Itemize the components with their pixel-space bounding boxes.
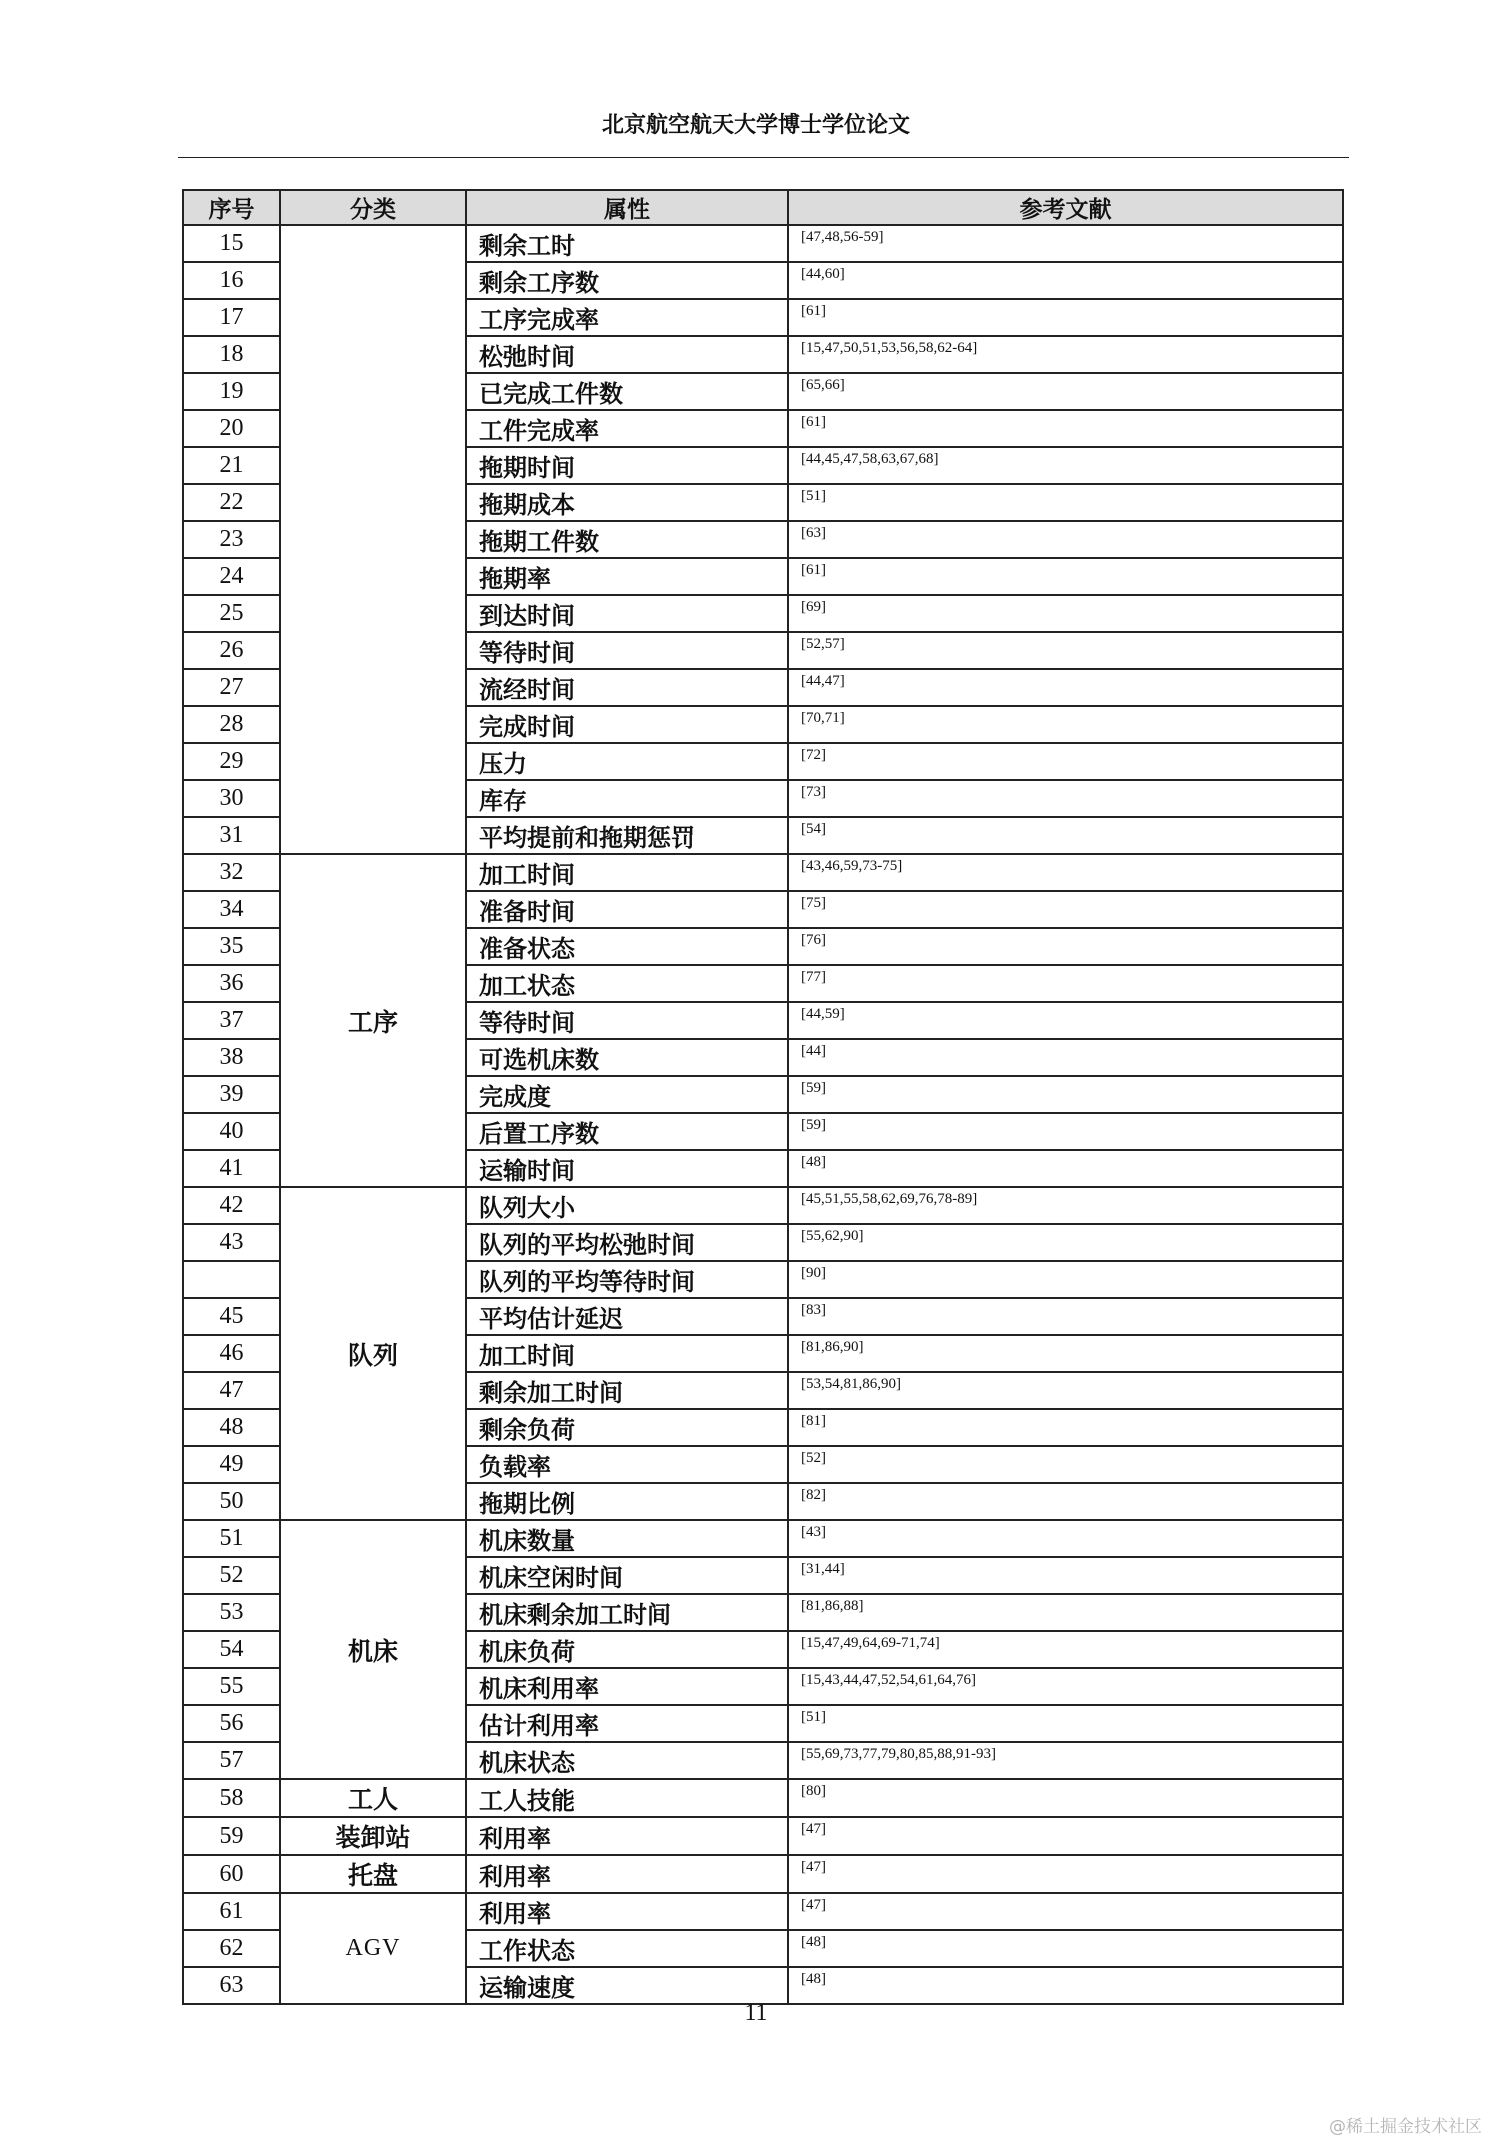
reference-cell: [47] — [788, 1817, 1343, 1855]
attribute-cell: 机床负荷 — [466, 1631, 788, 1668]
row-number: 57 — [183, 1742, 280, 1779]
row-number: 54 — [183, 1631, 280, 1668]
table-row — [183, 1779, 1343, 1817]
attribute-cell: 流经时间 — [466, 669, 788, 706]
table-row — [183, 225, 1343, 262]
reference-cell: [15,47,49,64,69-71,74] — [788, 1631, 1343, 1668]
attribute-cell: 工序完成率 — [466, 299, 788, 336]
page-number: 11 — [744, 2000, 768, 2026]
reference-cell: [77] — [788, 965, 1343, 1002]
attribute-cell: 拖期率 — [466, 558, 788, 595]
attribute-cell: 运输速度 — [466, 1967, 788, 2004]
reference-cell: [73] — [788, 780, 1343, 817]
reference-cell: [15,47,50,51,53,56,58,62-64] — [788, 336, 1343, 373]
reference-cell: [76] — [788, 928, 1343, 965]
attribute-cell: 机床利用率 — [466, 1668, 788, 1705]
table-row — [183, 1893, 1343, 1930]
attribute-cell: 估计利用率 — [466, 1705, 788, 1742]
attribute-cell: 完成时间 — [466, 706, 788, 743]
reference-cell: [44,45,47,58,63,67,68] — [788, 447, 1343, 484]
reference-cell: [81,86,90] — [788, 1335, 1343, 1372]
row-number: 39 — [183, 1076, 280, 1113]
row-number: 47 — [183, 1372, 280, 1409]
attribute-cell: 运输时间 — [466, 1150, 788, 1187]
column-header-attribute: 属性 — [466, 190, 788, 225]
reference-cell: [82] — [788, 1483, 1343, 1520]
row-number: 60 — [183, 1855, 280, 1893]
row-number: 20 — [183, 410, 280, 447]
reference-cell: [65,66] — [788, 373, 1343, 410]
table-row — [183, 854, 1343, 891]
table-header-row — [183, 190, 1343, 225]
attribute-cell: 剩余工序数 — [466, 262, 788, 299]
row-number: 52 — [183, 1557, 280, 1594]
column-header-reference: 参考文献 — [788, 190, 1343, 225]
row-number: 15 — [183, 225, 280, 262]
row-number: 32 — [183, 854, 280, 891]
reference-cell: [52,57] — [788, 632, 1343, 669]
reference-cell: [55,69,73,77,79,80,85,88,91-93] — [788, 1742, 1343, 1779]
attribute-cell: 后置工序数 — [466, 1113, 788, 1150]
attribute-cell: 剩余加工时间 — [466, 1372, 788, 1409]
row-number: 22 — [183, 484, 280, 521]
attribute-cell: 工人技能 — [466, 1779, 788, 1817]
reference-cell: [80] — [788, 1779, 1343, 1817]
category-cell — [280, 225, 466, 854]
attribute-cell: 准备时间 — [466, 891, 788, 928]
reference-cell: [48] — [788, 1150, 1343, 1187]
row-number: 25 — [183, 595, 280, 632]
reference-cell: [61] — [788, 558, 1343, 595]
column-header-no: 序号 — [183, 190, 280, 225]
attribute-cell: 等待时间 — [466, 1002, 788, 1039]
row-number: 48 — [183, 1409, 280, 1446]
column-header-category: 分类 — [280, 190, 466, 225]
attribute-cell: 拖期比例 — [466, 1483, 788, 1520]
row-number: 55 — [183, 1668, 280, 1705]
row-number: 30 — [183, 780, 280, 817]
row-number: 21 — [183, 447, 280, 484]
category-cell: 托盘 — [280, 1855, 466, 1893]
row-number: 58 — [183, 1779, 280, 1817]
reference-cell: [51] — [788, 484, 1343, 521]
reference-cell: [72] — [788, 743, 1343, 780]
table-row — [183, 1817, 1343, 1855]
row-number: 46 — [183, 1335, 280, 1372]
row-number: 31 — [183, 817, 280, 854]
row-number: 18 — [183, 336, 280, 373]
reference-cell: [61] — [788, 299, 1343, 336]
row-number: 28 — [183, 706, 280, 743]
row-number: 43 — [183, 1224, 280, 1261]
category-cell: 工人 — [280, 1779, 466, 1817]
attribute-cell: 平均估计延迟 — [466, 1298, 788, 1335]
reference-cell: [48] — [788, 1930, 1343, 1967]
row-number: 41 — [183, 1150, 280, 1187]
reference-cell: [81] — [788, 1409, 1343, 1446]
reference-cell: [69] — [788, 595, 1343, 632]
reference-cell: [90] — [788, 1261, 1343, 1298]
reference-cell: [61] — [788, 410, 1343, 447]
attribute-cell: 加工状态 — [466, 965, 788, 1002]
attribute-cell: 剩余工时 — [466, 225, 788, 262]
attribute-cell: 队列大小 — [466, 1187, 788, 1224]
reference-cell: [53,54,81,86,90] — [788, 1372, 1343, 1409]
reference-cell: [44,47] — [788, 669, 1343, 706]
table-row — [183, 1520, 1343, 1557]
attribute-cell: 利用率 — [466, 1893, 788, 1930]
row-number: 50 — [183, 1483, 280, 1520]
attribute-cell: 加工时间 — [466, 854, 788, 891]
reference-cell: [51] — [788, 1705, 1343, 1742]
attribute-cell: 库存 — [466, 780, 788, 817]
reference-cell: [43,46,59,73-75] — [788, 854, 1343, 891]
row-number: 56 — [183, 1705, 280, 1742]
attribute-cell: 机床状态 — [466, 1742, 788, 1779]
row-number: 19 — [183, 373, 280, 410]
attribute-cell: 完成度 — [466, 1076, 788, 1113]
reference-cell: [83] — [788, 1298, 1343, 1335]
row-number: 34 — [183, 891, 280, 928]
reference-cell: [52] — [788, 1446, 1343, 1483]
row-number: 40 — [183, 1113, 280, 1150]
row-number: 51 — [183, 1520, 280, 1557]
row-number: 35 — [183, 928, 280, 965]
attribute-cell: 利用率 — [466, 1817, 788, 1855]
reference-cell: [47] — [788, 1855, 1343, 1893]
attribute-cell: 利用率 — [466, 1855, 788, 1893]
row-number: 53 — [183, 1594, 280, 1631]
row-number: 42 — [183, 1187, 280, 1224]
watermark: @稀土掘金技术社区 — [1329, 2117, 1482, 2137]
row-number: 63 — [183, 1967, 280, 2004]
attribute-cell: 队列的平均等待时间 — [466, 1261, 788, 1298]
attribute-cell: 加工时间 — [466, 1335, 788, 1372]
reference-cell: [55,62,90] — [788, 1224, 1343, 1261]
attribute-cell: 工件完成率 — [466, 410, 788, 447]
reference-cell: [44,59] — [788, 1002, 1343, 1039]
row-number: 38 — [183, 1039, 280, 1076]
row-number: 16 — [183, 262, 280, 299]
table-body — [183, 225, 1343, 2004]
reference-cell: [47,48,56-59] — [788, 225, 1343, 262]
reference-cell: [75] — [788, 891, 1343, 928]
category-cell: AGV — [280, 1893, 466, 2004]
attribute-cell: 机床数量 — [466, 1520, 788, 1557]
table-row — [183, 1855, 1343, 1893]
row-number: 61 — [183, 1893, 280, 1930]
reference-cell: [45,51,55,58,62,69,76,78-89] — [788, 1187, 1343, 1224]
attribute-cell: 松弛时间 — [466, 336, 788, 373]
row-number: 26 — [183, 632, 280, 669]
row-number: 45 — [183, 1298, 280, 1335]
attribute-cell: 平均提前和拖期惩罚 — [466, 817, 788, 854]
attribute-cell: 到达时间 — [466, 595, 788, 632]
row-number: 17 — [183, 299, 280, 336]
reference-cell: [70,71] — [788, 706, 1343, 743]
category-cell: 队列 — [280, 1187, 466, 1520]
attribute-cell: 剩余负荷 — [466, 1409, 788, 1446]
category-cell: 机床 — [280, 1520, 466, 1779]
row-number: 29 — [183, 743, 280, 780]
row-number: 59 — [183, 1817, 280, 1855]
reference-cell: [54] — [788, 817, 1343, 854]
attribute-cell: 等待时间 — [466, 632, 788, 669]
attribute-cell: 拖期时间 — [466, 447, 788, 484]
category-cell: 装卸站 — [280, 1817, 466, 1855]
row-number: 49 — [183, 1446, 280, 1483]
reference-cell: [59] — [788, 1113, 1343, 1150]
attribute-cell: 队列的平均松弛时间 — [466, 1224, 788, 1261]
row-number: 24 — [183, 558, 280, 595]
attribute-cell: 机床剩余加工时间 — [466, 1594, 788, 1631]
category-cell: 工序 — [280, 854, 466, 1187]
header-rule — [178, 157, 1349, 158]
reference-cell: [15,43,44,47,52,54,61,64,76] — [788, 1668, 1343, 1705]
attribute-cell: 负载率 — [466, 1446, 788, 1483]
reference-cell: [48] — [788, 1967, 1343, 2004]
row-number: 36 — [183, 965, 280, 1002]
reference-cell: [43] — [788, 1520, 1343, 1557]
row-number: 27 — [183, 669, 280, 706]
attribute-cell: 准备状态 — [466, 928, 788, 965]
attribute-cell: 可选机床数 — [466, 1039, 788, 1076]
attribute-cell: 机床空闲时间 — [466, 1557, 788, 1594]
attribute-cell: 工作状态 — [466, 1930, 788, 1967]
row-number: 23 — [183, 521, 280, 558]
table-row — [183, 1187, 1343, 1224]
reference-cell: [31,44] — [788, 1557, 1343, 1594]
row-number: 62 — [183, 1930, 280, 1967]
reference-cell: [81,86,88] — [788, 1594, 1343, 1631]
row-number — [183, 1261, 280, 1298]
reference-cell: [44,60] — [788, 262, 1343, 299]
attribute-cell: 已完成工件数 — [466, 373, 788, 410]
attribute-cell: 压力 — [466, 743, 788, 780]
attribute-cell: 拖期工件数 — [466, 521, 788, 558]
reference-cell: [59] — [788, 1076, 1343, 1113]
attributes-table — [182, 189, 1344, 2005]
reference-cell: [63] — [788, 521, 1343, 558]
reference-cell: [44] — [788, 1039, 1343, 1076]
page-header-title: 北京航空航天大学博士学位论文 — [601, 113, 910, 138]
attribute-cell: 拖期成本 — [466, 484, 788, 521]
row-number: 37 — [183, 1002, 280, 1039]
reference-cell: [47] — [788, 1893, 1343, 1930]
